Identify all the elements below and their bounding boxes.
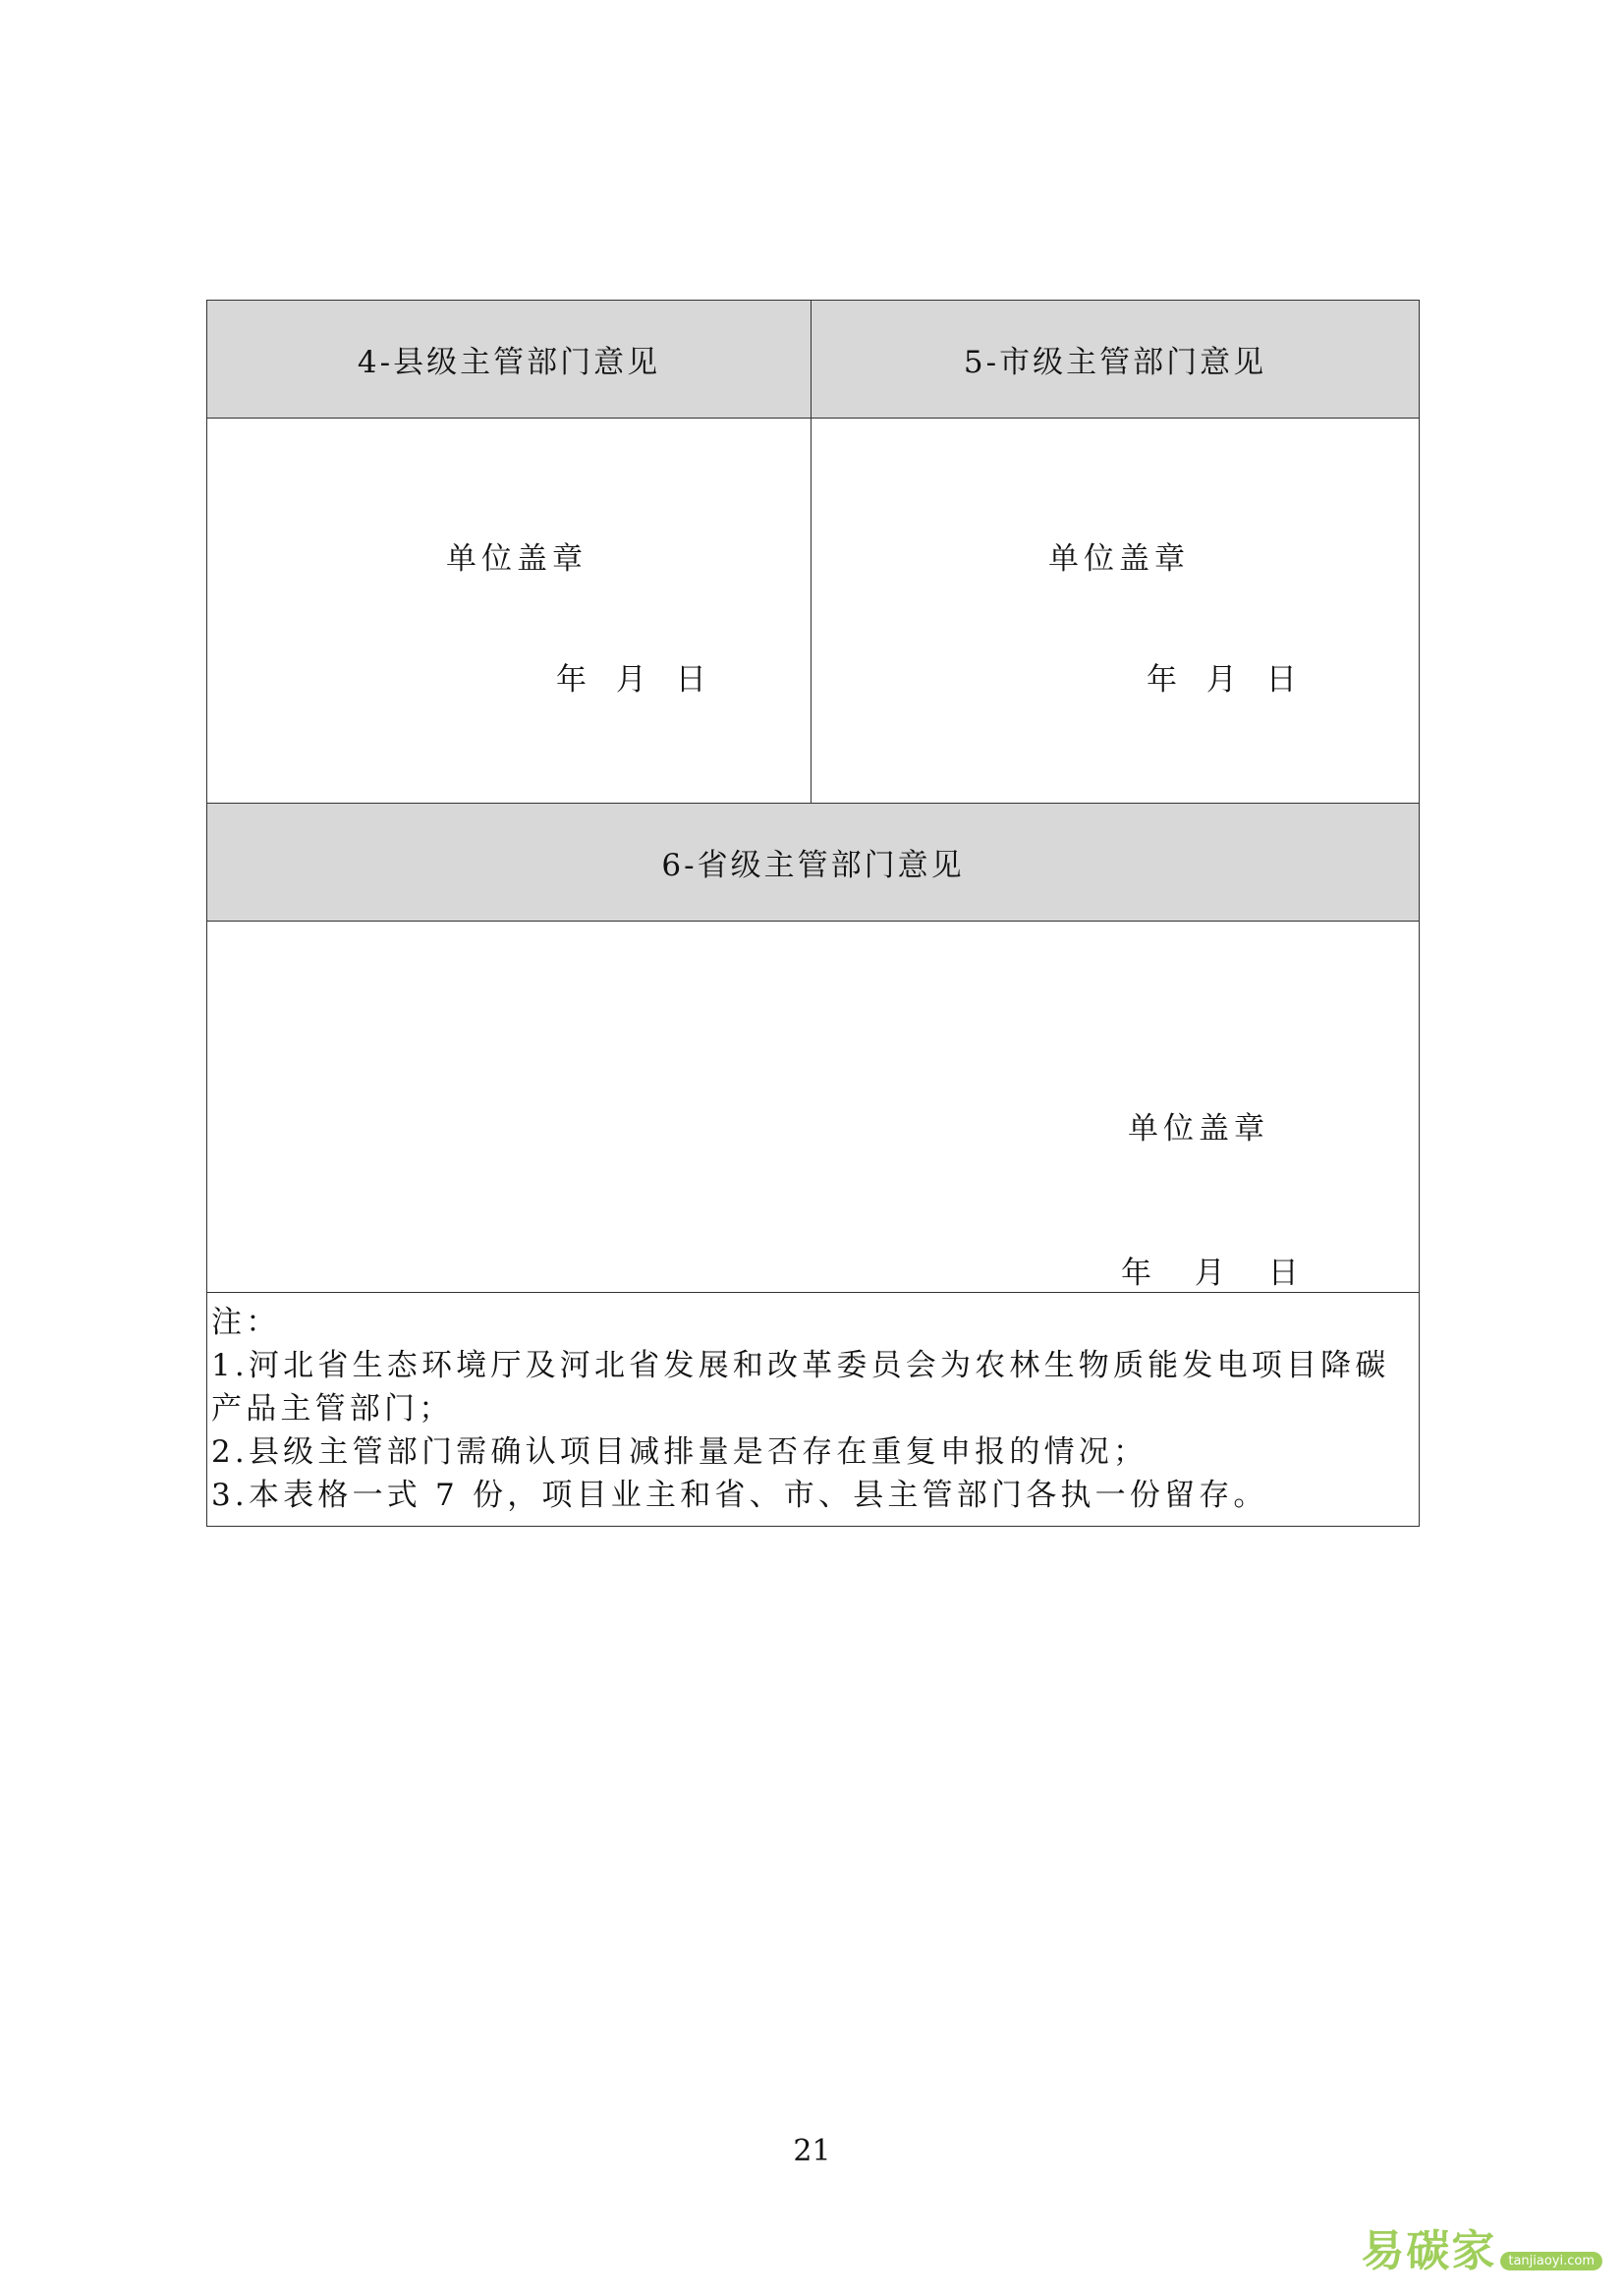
city-date-line xyxy=(1147,654,1297,699)
city-date-month: 月 xyxy=(1205,662,1237,698)
city-opinion-header: 5-市级主管部门意见 xyxy=(812,301,1420,419)
level-header-row xyxy=(207,301,1420,419)
approval-form-table xyxy=(206,300,1420,1527)
county-date-year: 年 xyxy=(556,662,587,698)
province-date-year: 年 xyxy=(1121,1256,1151,1291)
city-seal-label: 单位盖章 xyxy=(1048,541,1190,577)
province-opinion-cell xyxy=(207,922,1420,1293)
notes-row xyxy=(207,1293,1420,1527)
county-seal-label: 单位盖章 xyxy=(446,541,588,577)
notes-title: 注： xyxy=(211,1305,281,1340)
province-date-line xyxy=(1121,1248,1299,1292)
city-date-day: 日 xyxy=(1265,662,1297,698)
watermark-logo-text: 易碳家 xyxy=(1361,2226,1497,2276)
province-body-row xyxy=(207,922,1420,1293)
county-date-line xyxy=(556,654,706,699)
city-opinion-cell xyxy=(812,419,1420,804)
city-date-year: 年 xyxy=(1147,662,1177,698)
county-date-month: 月 xyxy=(615,662,646,698)
province-date-month: 月 xyxy=(1194,1256,1225,1291)
province-date-day: 日 xyxy=(1267,1256,1299,1291)
province-opinion-header: 6-省级主管部门意见 xyxy=(207,804,1420,922)
province-header-row xyxy=(207,804,1420,922)
watermark-domain: tanjiaoyi.com xyxy=(1500,2252,1602,2270)
note-item-1: 1.河北省生态环境厅及河北省发展和改革委员会为农林生物质能发电项目降碳产品主管部门； xyxy=(211,1348,1390,1427)
site-watermark xyxy=(1361,2215,1602,2278)
level-body-row xyxy=(207,419,1420,804)
county-opinion-header: 4-县级主管部门意见 xyxy=(207,301,812,419)
page-number: 21 xyxy=(793,2134,831,2168)
note-item-3: 3.本表格一式 7 份，项目业主和省、市、县主管部门各执一份留存。 xyxy=(211,1478,1268,1513)
county-date-day: 日 xyxy=(675,662,706,698)
county-opinion-cell xyxy=(207,419,812,804)
note-item-2: 2.县级主管部门需确认项目减排量是否存在重复申报的情况； xyxy=(211,1434,1148,1470)
province-seal-label: 单位盖章 xyxy=(1128,1111,1269,1147)
notes-cell xyxy=(207,1293,1420,1527)
